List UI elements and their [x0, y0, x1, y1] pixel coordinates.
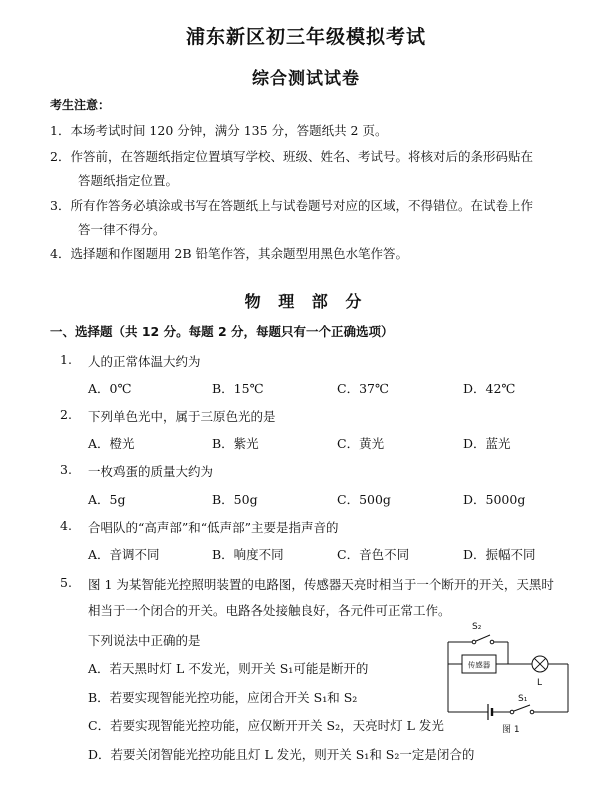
option-a: A．音调不同: [88, 547, 160, 562]
question-prompt: 下列说法中正确的是: [88, 633, 201, 648]
question-text: 下列单色光中，属于三原色光的是: [88, 409, 276, 424]
notice-item-2-cont: 答题纸指定位置。: [78, 173, 179, 188]
option-d: D．42℃: [463, 381, 516, 396]
question-number: 4.: [60, 518, 72, 533]
option-a: A．橙光: [88, 436, 135, 451]
question-text: 人的正常体温大约为: [88, 354, 201, 369]
notice-item-3: 3．所有作答务必填涂或书写在答题纸上与试卷题号对应的区域，不得错位。在试卷上作: [50, 198, 533, 213]
sensor-label: 传感器: [467, 660, 491, 670]
part-heading: 一、选择题（共 12 分。每题 2 分，每题只有一个正确选项）: [50, 324, 394, 339]
notice-item-3-cont: 答一律不得分。: [78, 222, 166, 237]
option-c: C．500g: [337, 492, 391, 507]
exam-subtitle: 综合测试试卷: [252, 69, 360, 89]
notice-item-1: 1．本场考试时间 120 分钟，满分 135 分，答题纸共 2 页。: [50, 123, 388, 138]
option-d: D．5000g: [463, 492, 526, 507]
option-c: C．37℃: [337, 381, 389, 396]
option-a: A．5g: [88, 492, 126, 507]
exam-title: 浦东新区初三年级模拟考试: [185, 26, 426, 48]
option-a: A．0℃: [88, 381, 132, 396]
section-title: 物 理 部 分: [244, 292, 368, 311]
lamp-label: L: [537, 678, 543, 688]
question-number: 5.: [60, 575, 72, 590]
option-b: B．若要实现智能光控功能，应闭合开关 S₁和 S₂: [88, 690, 358, 705]
option-a: A．若天黑时灯 L 不发光，则开关 S₁可能是断开的: [88, 661, 369, 676]
question-text-cont: 相当于一个闭合的开关。电路各处接触良好，各元件可正常工作。: [88, 603, 451, 618]
figure-caption: 图 1: [502, 725, 520, 735]
option-d: D．蓝光: [463, 436, 511, 451]
question-number: 1.: [60, 352, 72, 367]
question-text: 图 1 为某智能光控照明装置的电路图，传感器天亮时相当于一个断开的开关，天黑时: [88, 577, 554, 592]
notice-heading: 考生注意：: [50, 98, 111, 112]
option-d: D．若要关闭智能光控功能且灯 L 发光，则开关 S₁和 S₂一定是闭合的: [88, 747, 475, 762]
s2-label: S₂: [472, 622, 482, 632]
option-d: D．振幅不同: [463, 547, 536, 562]
option-c: C．若要实现智能光控功能，应仅断开开关 S₂，天亮时灯 L 发光: [88, 718, 444, 733]
option-c: C．黄光: [337, 436, 385, 451]
option-b: B．50g: [212, 492, 258, 507]
notice-item-4: 4．选择题和作图题用 2B 铅笔作答，其余题型用黑色水笔作答。: [50, 246, 409, 261]
question-text: 合唱队的“高声部”和“低声部”主要是指声音的: [88, 520, 339, 535]
circuit-diagram: [444, 612, 584, 736]
question-number: 2.: [60, 407, 72, 422]
option-b: B．响度不同: [212, 547, 284, 562]
s1-label: S₁: [518, 694, 528, 704]
question-text: 一枚鸡蛋的质量大约为: [88, 464, 214, 479]
option-b: B．紫光: [212, 436, 259, 451]
option-c: C．音色不同: [337, 547, 410, 562]
question-number: 3.: [60, 462, 72, 477]
option-b: B．15℃: [212, 381, 264, 396]
notice-item-2: 2．作答前，在答题纸指定位置填写学校、班级、姓名、考试号。将核对后的条形码贴在: [50, 149, 533, 164]
